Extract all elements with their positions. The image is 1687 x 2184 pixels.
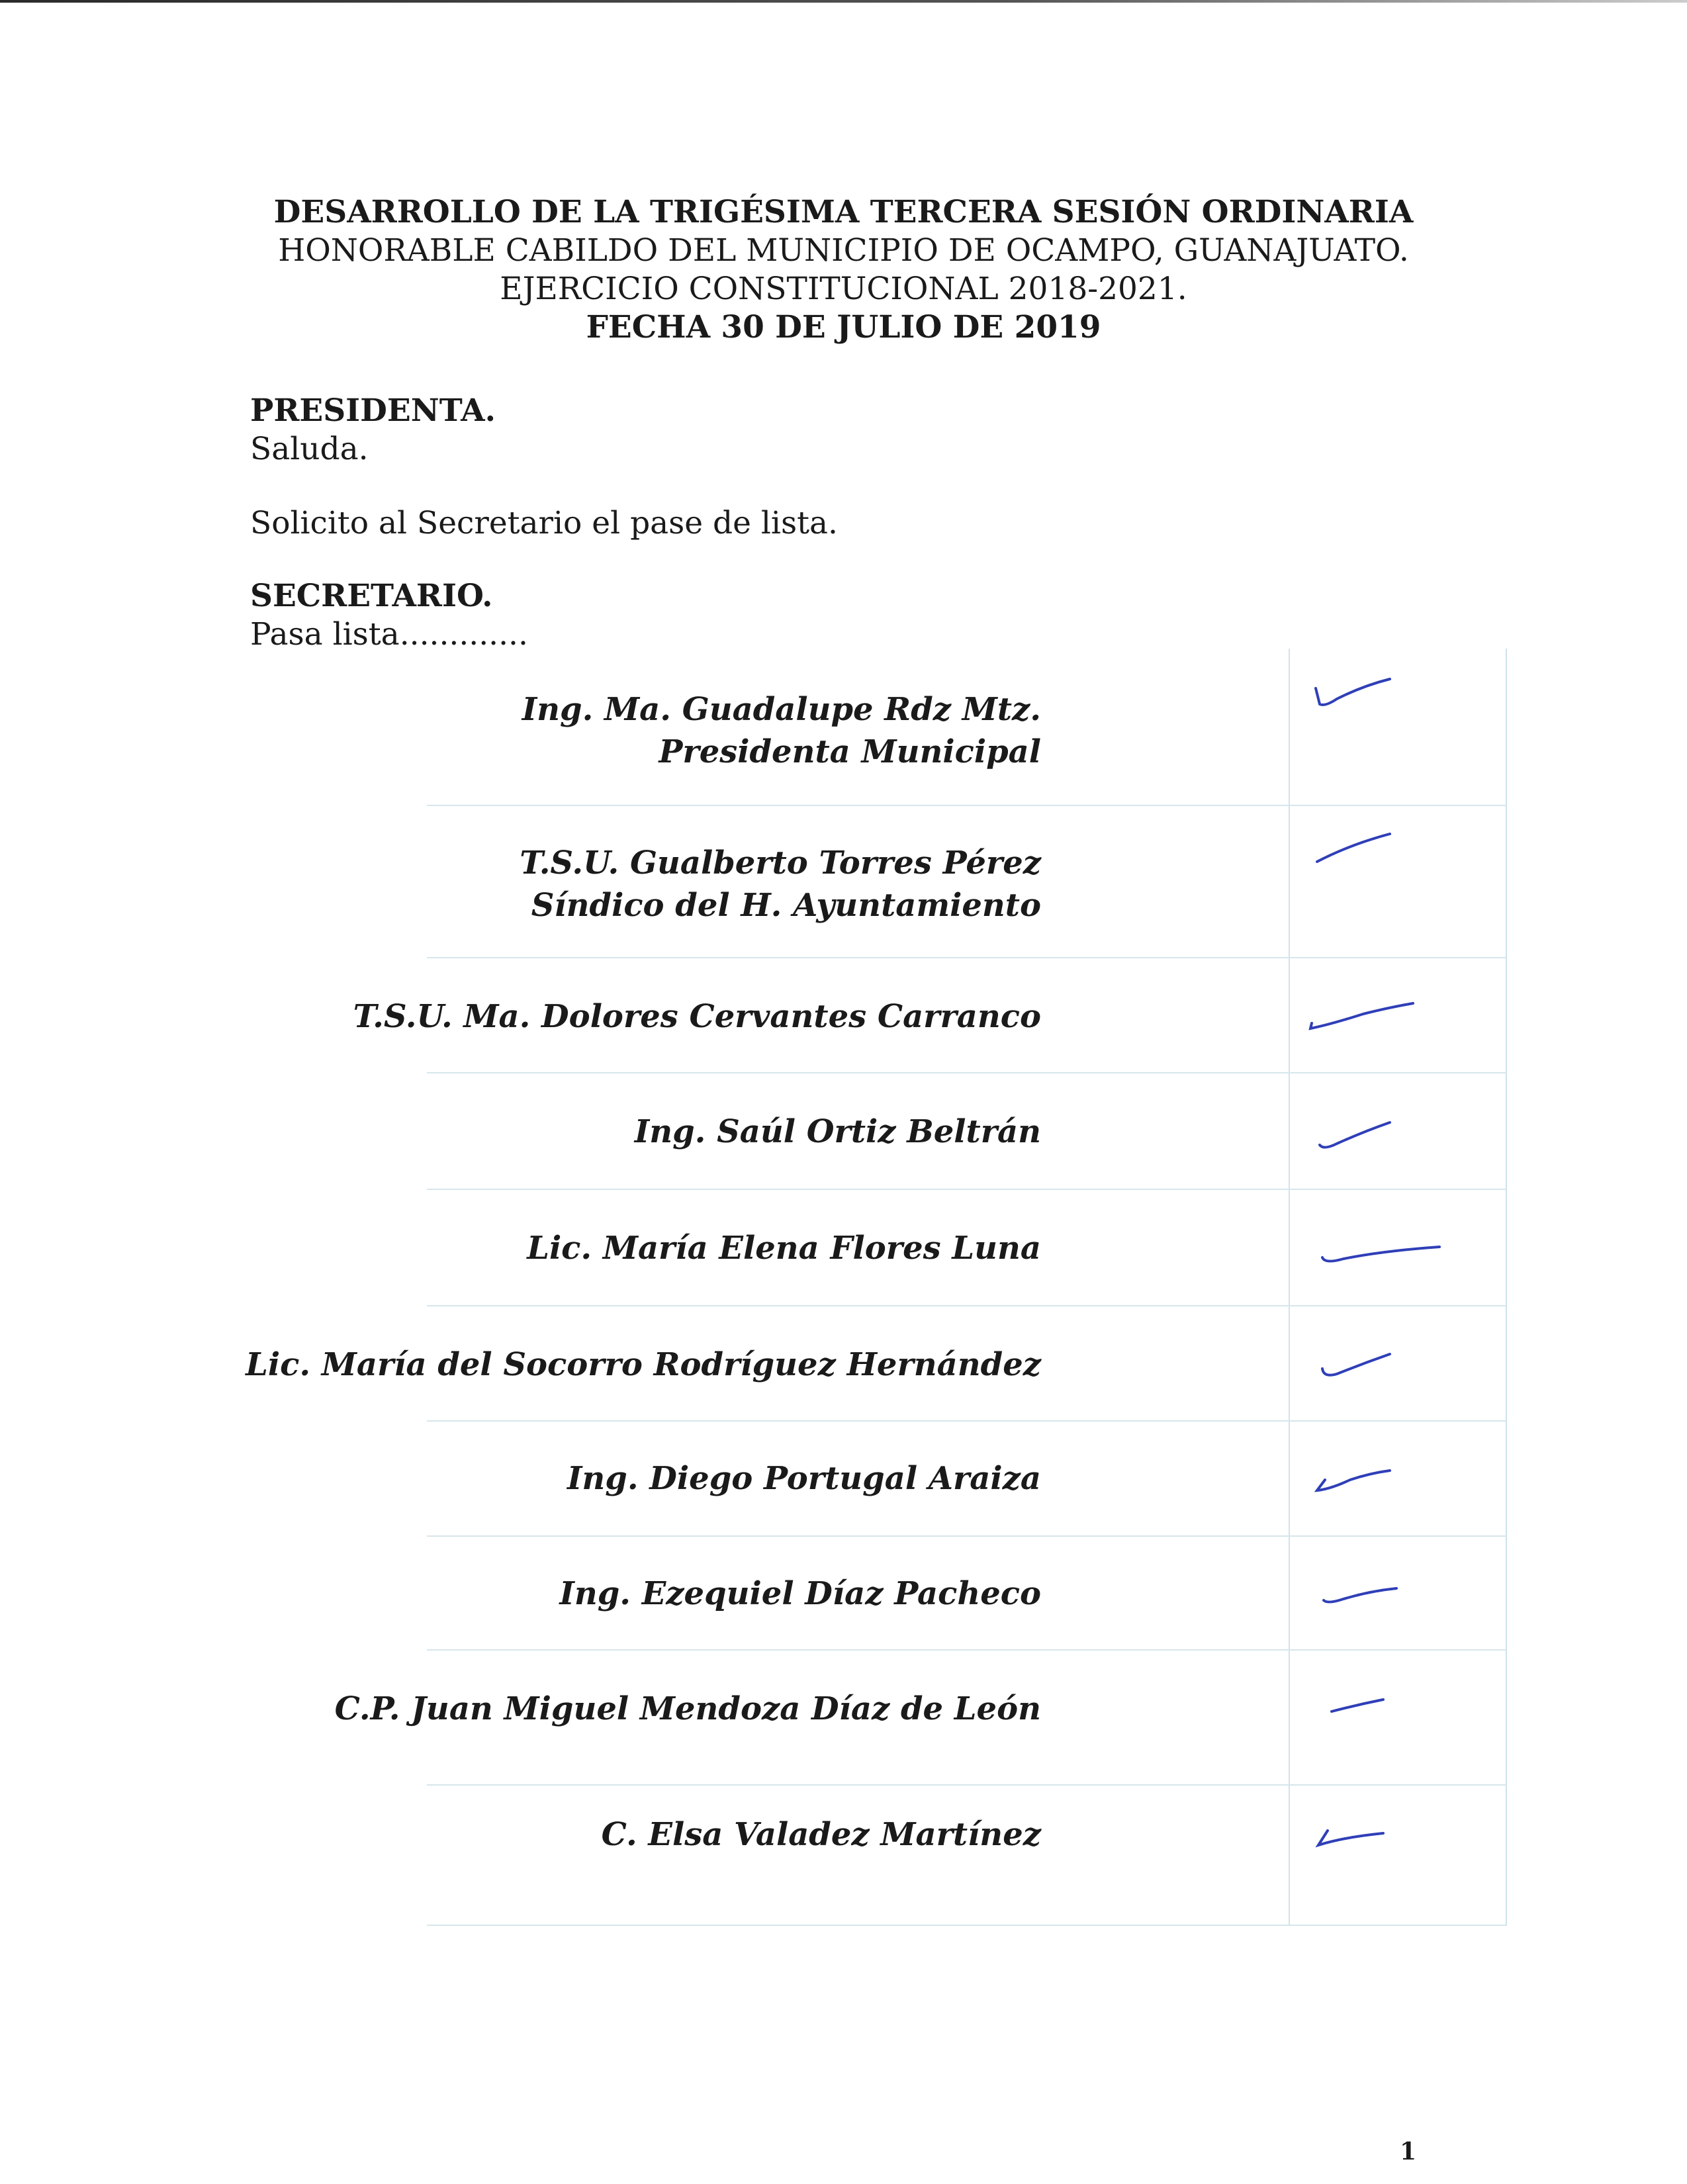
check-column-divider	[1289, 649, 1290, 1926]
attendance-check-mark	[1291, 821, 1443, 874]
row-divider	[427, 1189, 1507, 1190]
member-name	[353, 995, 1041, 1038]
constitutional-period: EJERCICIO CONSTITUCIONAL 2018-2021.	[500, 271, 1187, 307]
member-name-text: Ing. Ezequiel Díaz Pacheco	[559, 1575, 1041, 1612]
member-name-text: Lic. María del Socorro Rodríguez Hernández	[246, 1346, 1041, 1383]
member-name-text: C.P. Juan Miguel Mendoza Díaz de León	[334, 1690, 1041, 1727]
secretario-heading: SECRETARIO.	[250, 578, 493, 614]
member-name	[602, 1813, 1041, 1856]
member-name	[246, 1343, 1041, 1386]
member-name	[567, 1457, 1041, 1500]
secretario-section	[250, 577, 528, 654]
page-number: 1	[1400, 2138, 1417, 2165]
council-name: HONORABLE CABILDO DEL MUNICIPIO DE OCAMPO, GUANAJUATO.	[278, 232, 1409, 269]
member-name-text: C. Elsa Valadez Martínez	[601, 1816, 1041, 1853]
attendance-check-mark	[1291, 1566, 1443, 1619]
row-divider	[427, 1072, 1507, 1073]
roll-call-table	[246, 649, 1507, 1926]
member-name-text: Ing. Ma. Guadalupe Rdz Mtz.	[522, 691, 1041, 728]
member-name-text: Ing. Saúl Ortiz Beltrán	[634, 1113, 1041, 1150]
row-divider	[427, 1420, 1507, 1422]
attendance-check-mark	[1291, 1107, 1443, 1160]
member-name	[559, 1572, 1041, 1615]
presidenta-section	[250, 392, 496, 469]
member-name-text: Ing. Diego Portugal Araiza	[567, 1460, 1041, 1497]
attendance-check-mark	[1291, 1223, 1443, 1276]
row-divider	[427, 1305, 1507, 1306]
member-name	[522, 688, 1041, 773]
scan-top-edge	[0, 0, 1687, 3]
member-name	[520, 842, 1041, 927]
member-name	[527, 1227, 1041, 1269]
session-title: DESARROLLO DE LA TRIGÉSIMA TERCERA SESIÓN ORDINARIA	[273, 194, 1414, 230]
row-divider	[427, 1535, 1507, 1537]
member-role-text: Síndico del H. Ayuntamiento	[531, 887, 1041, 924]
attendance-check-mark	[1291, 1451, 1443, 1504]
member-name	[635, 1111, 1041, 1153]
attendance-check-mark	[1291, 985, 1443, 1038]
member-name-text: Lic. María Elena Flores Luna	[527, 1230, 1041, 1267]
table-right-border	[1506, 649, 1507, 1926]
attendance-check-mark	[1291, 1338, 1443, 1391]
row-divider	[427, 1649, 1507, 1651]
member-name	[335, 1688, 1041, 1730]
attendance-check-mark	[1291, 1809, 1443, 1862]
document-header	[0, 193, 1687, 347]
row-divider	[427, 1784, 1507, 1786]
presidenta-greeting: Saluda.	[250, 431, 369, 467]
row-divider	[427, 957, 1507, 958]
member-role-text: Presidenta Municipal	[659, 733, 1041, 770]
member-name-text: T.S.U. Gualberto Torres Pérez	[520, 844, 1041, 882]
presidenta-heading: PRESIDENTA.	[250, 392, 496, 429]
presidenta-request-text: Solicito al Secretario el pase de lista.	[250, 505, 838, 541]
session-date: FECHA 30 DE JULIO DE 2019	[586, 309, 1101, 345]
attendance-check-mark	[1291, 1682, 1443, 1735]
presidenta-request	[250, 504, 838, 543]
member-name-text: T.S.U. Ma. Dolores Cervantes Carranco	[353, 998, 1041, 1035]
row-divider	[427, 1925, 1507, 1926]
row-divider	[427, 805, 1507, 806]
secretario-text: Pasa lista.............	[250, 616, 528, 653]
attendance-check-mark	[1291, 670, 1443, 723]
